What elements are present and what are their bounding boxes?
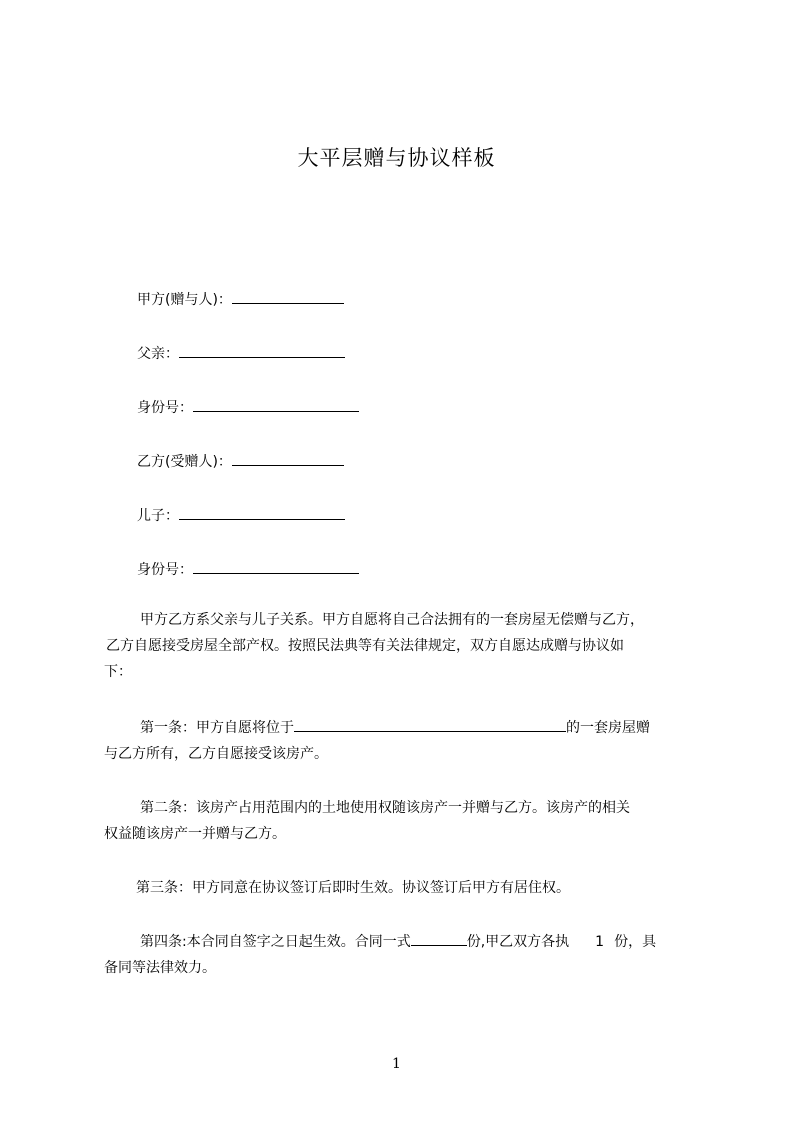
party-b-id-blank[interactable] [193,561,359,574]
son-blank[interactable] [179,507,345,520]
intro-line-3: 下： [104,664,132,680]
party-b-id-field [137,561,359,579]
party-b-field [137,453,344,471]
father-blank[interactable] [179,345,345,358]
son-field [137,507,345,525]
intro-paragraph [104,607,716,685]
party-b-id-label: 身份号： [137,562,193,578]
document-title: 大平层赠与协议样板 [297,146,496,170]
intro-line-1: 甲方乙方系父亲与儿子关系。甲方自愿将自己合法拥有的一套房屋无偿赠与乙方， [140,612,644,628]
article-3-line-1: 第三条：甲方同意在协议签订后即时生效。协议签订后甲方有居住权。 [136,880,570,896]
page-number: 1 [392,1056,401,1072]
article-4-middle: 份,甲乙双方各执 [466,934,570,950]
party-a-id-blank[interactable] [193,399,359,412]
article-2-line-1: 第二条：该房产占用范围内的土地使用权随该房产一并赠与乙方。该房产的相关 [140,800,630,816]
party-a-id-field [137,399,359,417]
party-a-label: 甲方(赠与人)： [137,292,232,308]
father-field [137,345,345,363]
party-a-field [137,291,344,309]
intro-line-2: 乙方自愿接受房屋全部产权。按照民法典等有关法律规定，双方自愿达成赠与协议如 [106,638,624,654]
father-label: 父亲： [137,346,179,362]
copies-blank[interactable] [411,933,467,946]
article-4 [104,929,716,981]
party-a-blank[interactable] [232,291,344,304]
article-4-prefix: 第四条:本合同自签字之日起生效。合同一式 [140,934,411,950]
party-b-blank[interactable] [232,453,344,466]
article-4-line-2: 备同等法律效力。 [104,960,216,976]
son-label: 儿子： [137,508,179,524]
address-blank[interactable] [294,719,566,732]
party-a-id-label: 身份号： [137,400,193,416]
article-2-line-2: 权益随该房产一并赠与乙方。 [104,826,286,842]
article-4-copies: 1 [595,934,605,950]
article-1-prefix: 第一条：甲方自愿将位于 [140,720,294,736]
article-3 [104,875,716,901]
article-1-line-2: 与乙方所有，乙方自愿接受该房产。 [104,746,328,762]
article-1 [104,715,716,767]
article-4-line-1 [104,929,716,955]
article-1-suffix: 的一套房屋赠 [566,720,650,736]
article-2 [104,795,716,847]
article-4-suffix: 份，具 [614,934,657,950]
party-b-label: 乙方(受赠人)： [137,454,232,470]
article-1-line-1 [104,715,716,741]
